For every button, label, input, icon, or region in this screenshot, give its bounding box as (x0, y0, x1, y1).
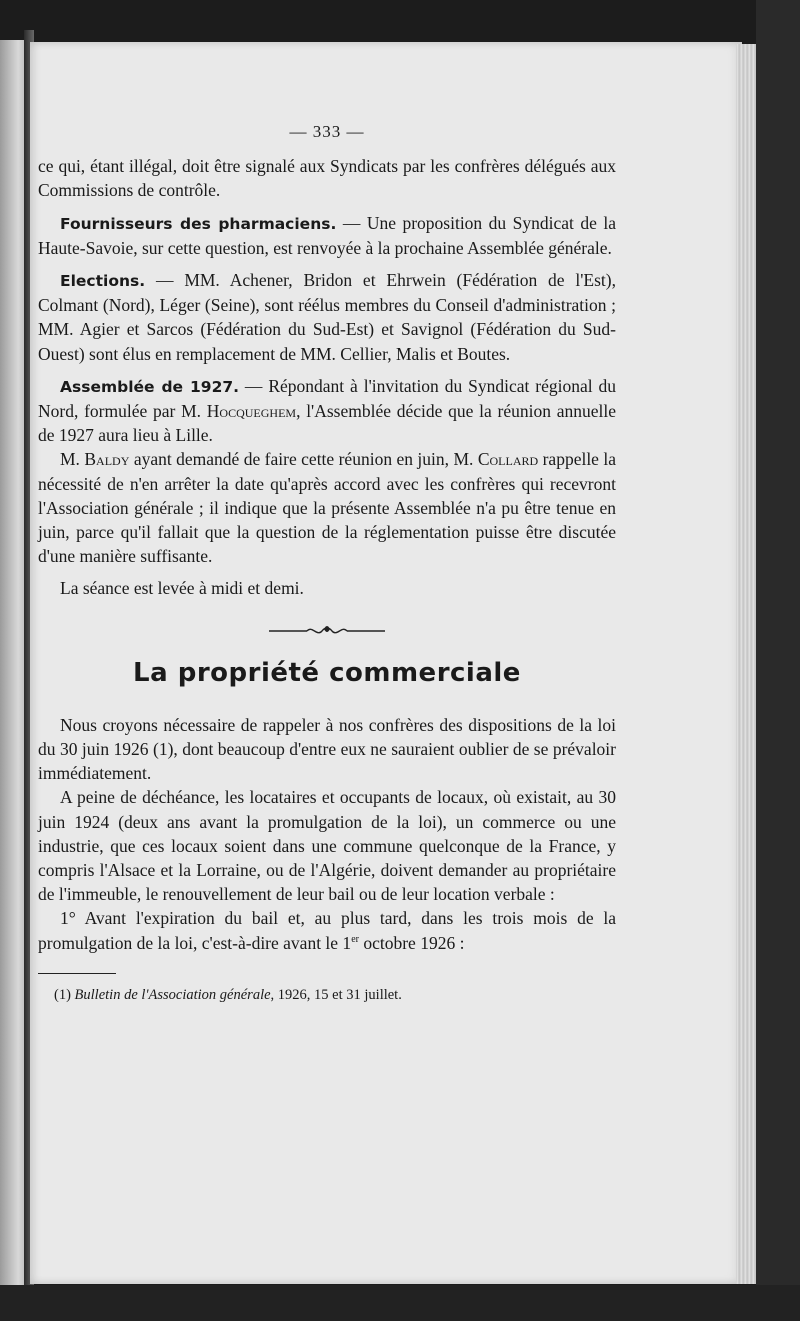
fournisseurs-heading: Fournisseurs des pharmaciens. (60, 214, 337, 233)
baldy-middle: ayant demandé de faire cette réunion en juin, M. (129, 449, 478, 470)
fournisseurs-text: — Une proposition du Syndicat de la Haute-Savoie, sur cette question, est renvoyée à la prochaine Assemblée générale. (38, 212, 616, 258)
intro-paragraph (38, 713, 616, 786)
baldy-rest: rappelle la nécessité de n'en arrêter la date qu'après accord avec les confrères qui recevront l'Association générale ; il indique que la présente Assemblée n'a pu être tenue en juin, parce qu'il fallait que la question de la réglementation puisse être discutée d'une manière suffisante. (38, 449, 617, 567)
footnote-rule (38, 973, 116, 974)
scan-background-right (756, 0, 800, 1321)
baldy-paragraph (38, 447, 616, 568)
page-number: — 333 — (289, 122, 365, 141)
continuation-paragraph (38, 154, 616, 202)
assemblee-name: Hocqueghem (206, 401, 297, 422)
baldy-name: Baldy (84, 449, 130, 470)
baldy-prefix: M. (60, 449, 85, 470)
assemblee-text-before: — Répondant à l'invitation du Syndicat régional du Nord, formulée par M. (38, 375, 616, 422)
footnote-title: Bulletin de l'Association générale (74, 986, 271, 1003)
seance-text: La séance est levée à midi et demi. (60, 578, 304, 599)
page-stack-edges (736, 44, 756, 1284)
fournisseurs-paragraph (38, 211, 616, 260)
footnote-rest: , 1926, 15 et 31 juillet. (270, 986, 402, 1003)
section-title: La propriété commerciale (133, 657, 521, 688)
page-text (38, 120, 616, 1004)
elections-text: — MM. Achener, Bridon et Ehrwein (Fédération de l'Est), Colmant (Nord), Léger (Seine), sont réélus membres du Conseil d'administration ; MM. Agier et Sarcos (Fédération du Sud-Est) et Savignol (Fédération du Sud-Ouest) sont élus en remplacement de MM. Cellier, Malis et Boutes. (38, 270, 616, 364)
footnote (38, 986, 616, 1004)
elections-heading: Elections. (60, 272, 146, 291)
scan-background-bottom (0, 1285, 800, 1321)
assemblee-heading: Assemblée de 1927. (60, 377, 240, 396)
point1-before: 1° Avant l'expiration du bail et, au plus tard, dans les trois mois de la promulgation de la loi, c'est-à-dire avant le 1 (38, 908, 616, 953)
elections-paragraph (38, 268, 616, 366)
assemblee-paragraph (38, 374, 616, 448)
point1-after: octobre 1926 : (358, 932, 465, 953)
decheance-text: A peine de déchéance, les locataires et occupants de locaux, où existait, au 30 juin 1924 (deux ans avant la promulgation de la loi), un commerce ou une industrie, que ces locaux soient dans une commune quelconque de la France, y compris l'Alsace et la Lorraine, ou de l'Algérie, doivent demander au propriétaire de l'immeuble, le renouvellement de leur bail ou de leur location verbale : (38, 787, 616, 905)
collard-name: Collard (477, 449, 539, 470)
footnote-number: (1) (54, 986, 75, 1003)
intro-text: Nous croyons nécessaire de rappeler à nos confrères des dispositions de la loi du 30 juin 1926 (1), dont beaucoup d'entre eux ne sauraient oublier de se prévaloir immédiatement. (38, 714, 616, 784)
seance-paragraph (38, 576, 616, 600)
point1-paragraph (38, 906, 616, 954)
ornament-divider-icon (267, 623, 387, 639)
decheance-paragraph (38, 785, 616, 906)
point1-superscript: er (351, 933, 359, 945)
continuation-text: ce qui, étant illégal, doit être signalé aux Syndicats par les confrères délégués aux Commissions de contrôle. (38, 156, 616, 201)
previous-page-edge (0, 40, 26, 1321)
assemblee-text-after: , l'Assemblée décide que la réunion annuelle de 1927 aura lieu à Lille. (38, 401, 616, 446)
